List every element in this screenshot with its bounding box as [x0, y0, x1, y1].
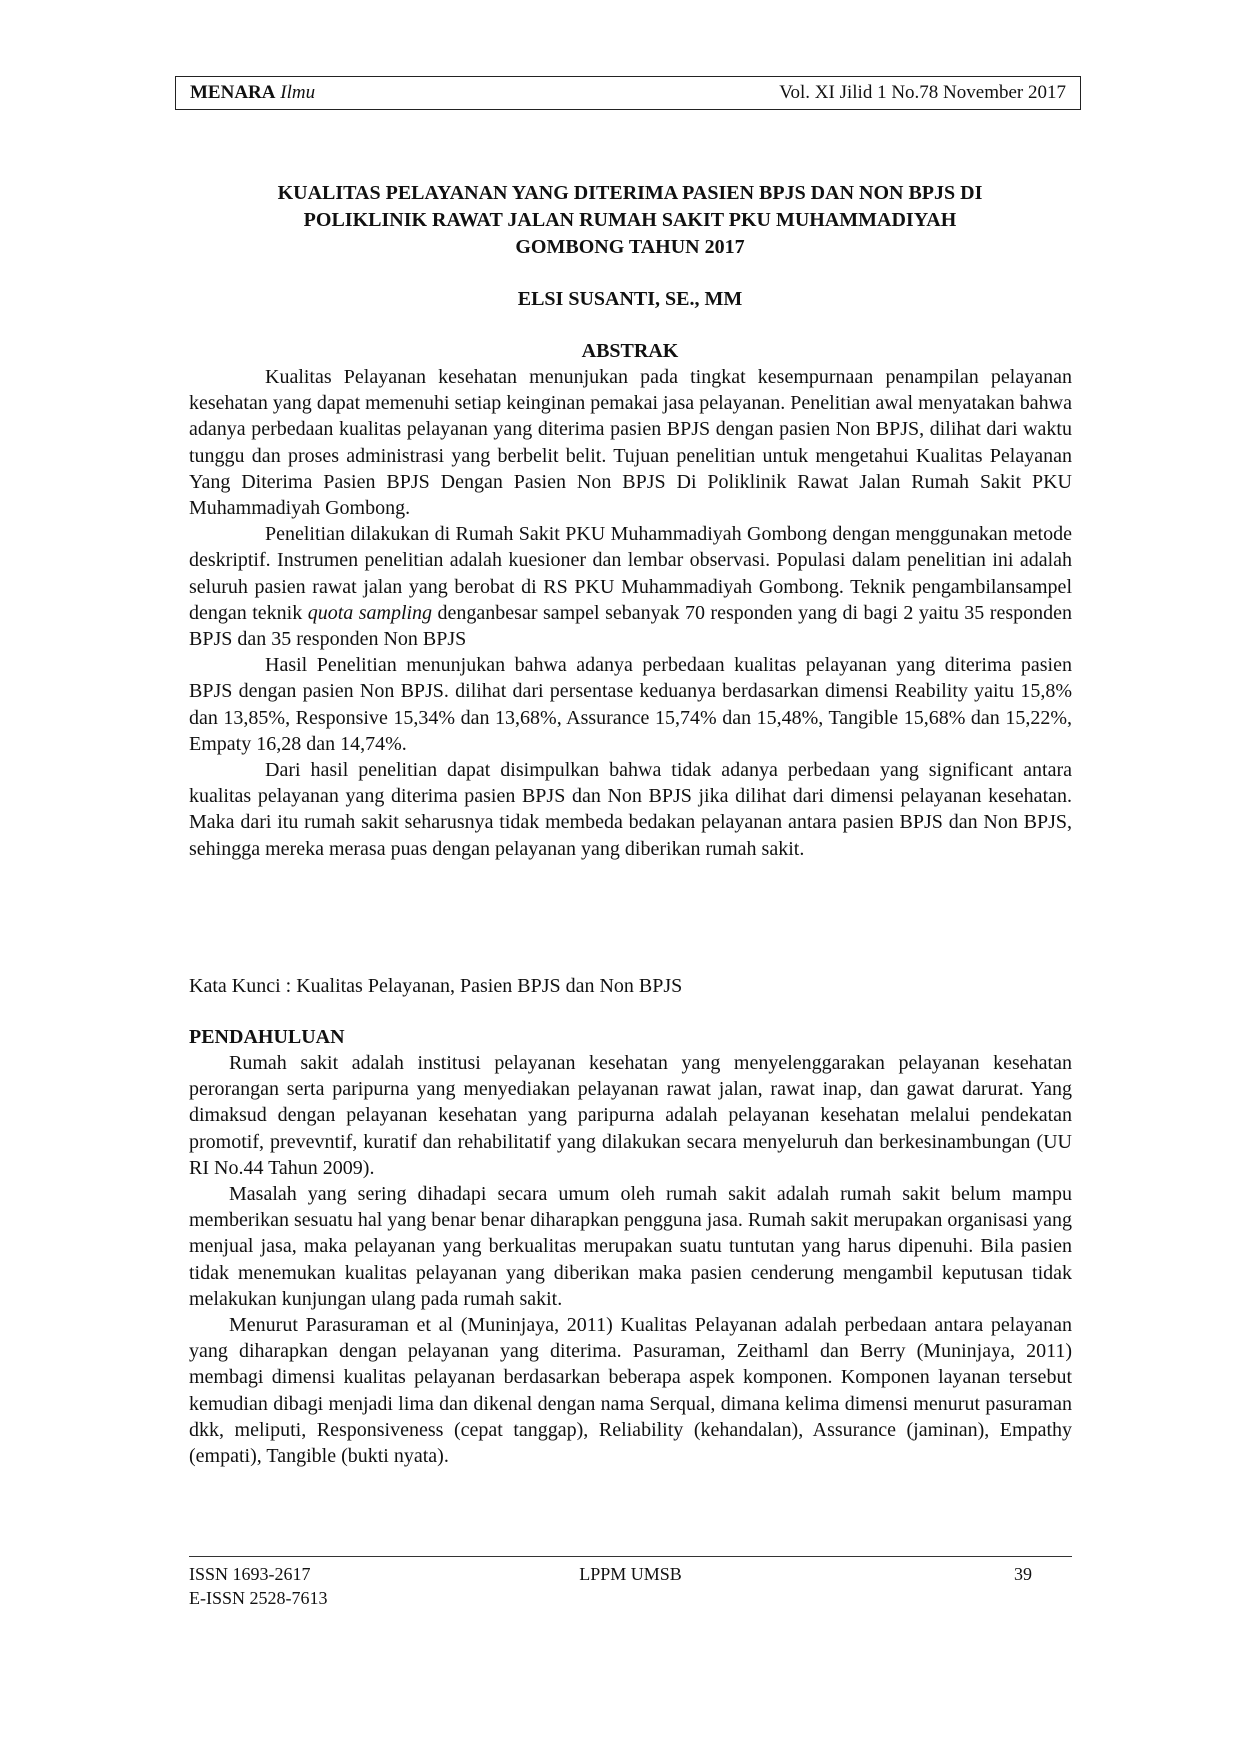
- journal-name: MENARA Ilmu: [190, 82, 316, 103]
- paper-title: [190, 180, 1070, 261]
- footer-divider: [189, 1556, 1072, 1557]
- abstract-paragraph: Hasil Penelitian menunjukan bahwa adanya perbedaan kualitas pelayanan yang diterima pasien BPJS dengan pasien Non BPJS. dilihat dari persentase keduanya berdasarkan dimensi Reability yaitu 15,8% dan 13,85%, Responsive 15,34% dan 13,68%, Assurance 15,74% dan 15,48%, Tangible 15,68% dan 15,22%, Empaty 16,28 dan 14,74%.: [189, 654, 1072, 755]
- body-paragraph: Masalah yang sering dihadapi secara umum oleh rumah sakit adalah rumah sakit belum mampu memberikan sesuatu hal yang benar benar diharapkan pengguna jasa. Rumah sakit merupakan organisasi yang menjual jasa, maka pelayanan yang berkualitas merupakan suatu tuntutan yang harus dipenuhi. Bila pasien tidak menemukan kualitas pelayanan yang diberikan maka pasien cenderung mengambil keputusan tidak melakukan kunjungan ulang pada rumah sakit.: [189, 1183, 1072, 1310]
- abstract-paragraph: Penelitian dilakukan di Rumah Sakit PKU Muhammadiyah Gombong dengan menggunakan metode deskriptif. Instrumen penelitian adalah kuesioner dan lembar observasi. Populasi dalam penelitian ini adalah seluruh pasien rawat jalan yang berobat di RS PKU Muhammadiyah Gombong. Teknik pengambilansampel dengan teknik quota sampling denganbesar sampel sebanyak 70 responden yang di bagi 2 yaitu 35 responden BPJS dan 35 responden Non BPJS: [189, 523, 1072, 651]
- publisher: LPPM UMSB: [579, 1564, 682, 1584]
- volume-info: Vol. XI Jilid 1 No.78 November 2017: [779, 82, 1066, 103]
- body-paragraph: Rumah sakit adalah institusi pelayanan kesehatan yang menyelenggarakan pelayanan kesehatan perorangan serta paripurna yang menyediakan pelayanan rawat jalan, rawat inap, dan gawat darurat. Yang dimaksud dengan pelayanan kesehatan yang paripurna adalah pelayanan kesehatan melalui pendekatan promotif, prevevntif, kuratif dan rehabilitatif yang dilakukan secara menyeluruh dan berkesinambungan (UU RI No.44 Tahun 2009).: [189, 1052, 1072, 1179]
- title-line: GOMBONG TAHUN 2017: [515, 236, 745, 258]
- running-header: [175, 76, 1081, 110]
- abstract-heading: ABSTRAK: [581, 340, 679, 362]
- page-number: 39: [1014, 1564, 1032, 1584]
- issn: ISSN 1693-2617: [189, 1564, 311, 1584]
- abstract-paragraph: Kualitas Pelayanan kesehatan menunjukan pada tingkat kesempurnaan penampilan pelayanan kesehatan yang dapat memenuhi setiap keinginan pemakai jasa pelayanan. Penelitian awal menyatakan bahwa adanya perbedaan kualitas pelayanan yang diterima pasien BPJS dengan pasien Non BPJS, dilihat dari waktu tunggu dan proses administrasi yang berbelit belit. Tujuan penelitian untuk mengetahui Kualitas Pelayanan Yang Diterima Pasien BPJS Dengan Pasien Non BPJS Di Poliklinik Rawat Jalan Rumah Sakit PKU Muhammadiyah Gombong.: [189, 366, 1072, 520]
- eissn: E-ISSN 2528-7613: [189, 1588, 328, 1608]
- section-heading: PENDAHULUAN: [189, 1026, 345, 1048]
- author-name: ELSI SUSANTI, SE., MM: [517, 288, 743, 310]
- abstract-body: [189, 364, 1072, 862]
- introduction-body: [189, 1050, 1072, 1469]
- abstract-paragraph: Dari hasil penelitian dapat disimpulkan bahwa tidak adanya perbedaan yang significant antara kualitas pelayanan yang diterima pasien BPJS dan Non BPJS jika dilihat dari dimensi pelayanan kesehatan. Maka dari itu rumah sakit seharusnya tidak membeda bedakan pelayanan antara pasien BPJS dan Non BPJS, sehingga mereka merasa puas dengan pelayanan yang diberikan rumah sakit.: [189, 759, 1072, 860]
- title-line: KUALITAS PELAYANAN YANG DITERIMA PASIEN BPJS DAN NON BPJS DI: [277, 182, 983, 204]
- keywords: Kata Kunci : Kualitas Pelayanan, Pasien BPJS dan Non BPJS: [189, 975, 683, 997]
- body-paragraph: Menurut Parasuraman et al (Muninjaya, 2011) Kualitas Pelayanan adalah perbedaan antara pelayanan yang diharapkan dengan pelayanan yang diterima. Pasuraman, Zeithaml dan Berry (Muninjaya, 2011) membagi dimensi kualitas pelayanan berdasarkan beberapa aspek komponen. Komponen layanan tersebut kemudian dibagi menjadi lima dan dikenal dengan nama Serqual, dimana kelima dimensi menurut pasuraman dkk, meliputi, Responsiveness (cepat tanggap), Reliability (kehandalan), Assurance (jaminan), Empathy (empati), Tangible (bukti nyata).: [189, 1314, 1072, 1468]
- title-line: POLIKLINIK RAWAT JALAN RUMAH SAKIT PKU MUHAMMADIYAH: [303, 209, 957, 231]
